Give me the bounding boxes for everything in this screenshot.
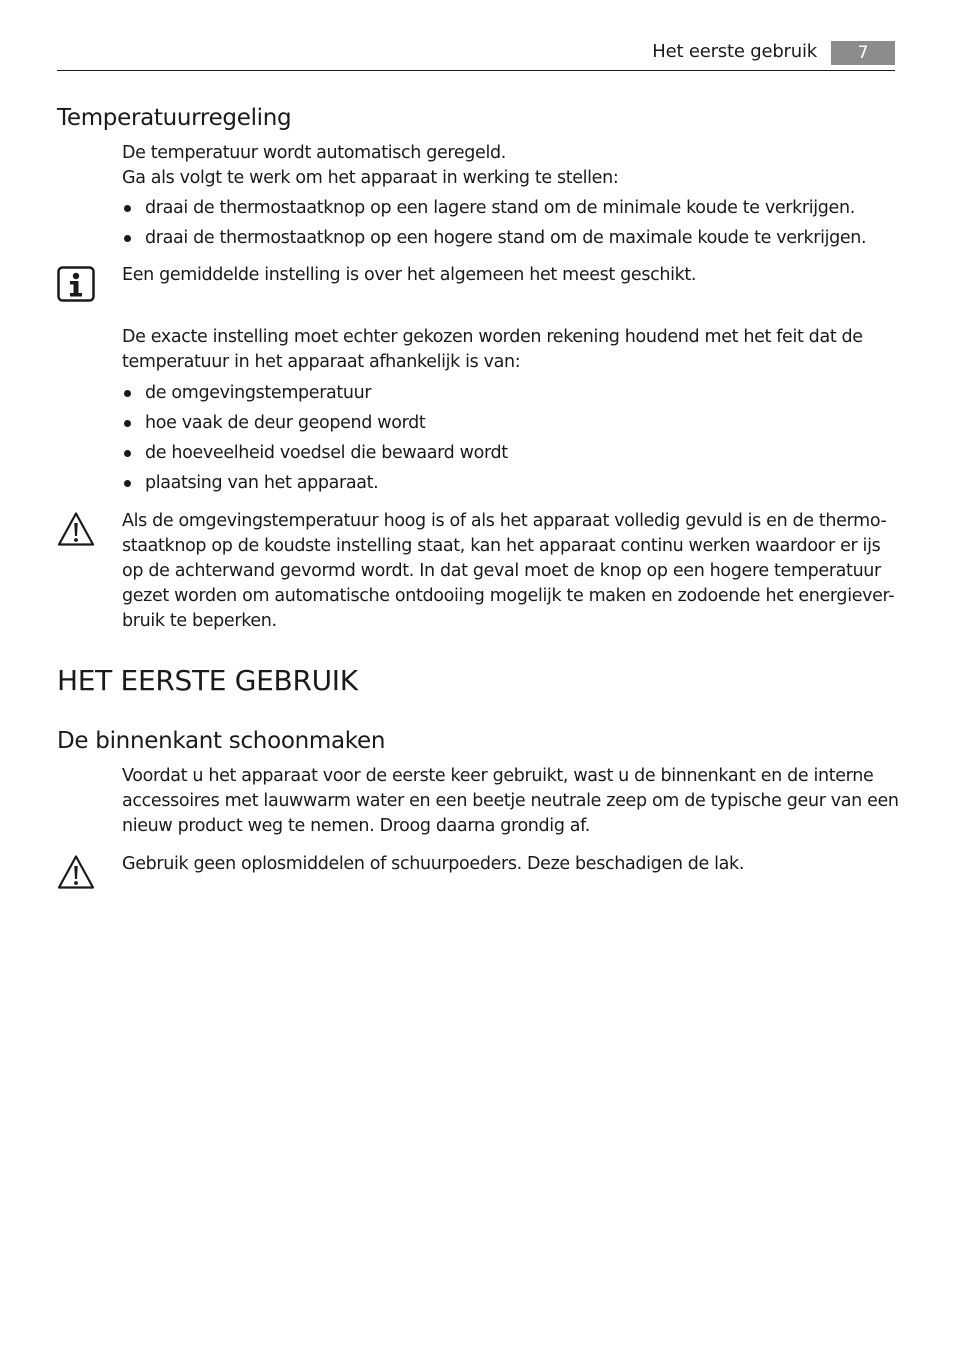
paragraph-line: temperatuur in het apparaat afhankelijk is van: xyxy=(122,352,521,372)
warning-line: bruik te beperken. xyxy=(122,611,277,631)
bullet xyxy=(124,205,131,212)
exact-setting-paragraph xyxy=(122,325,902,375)
intro-line: De temperatuur wordt automatisch geregeld. xyxy=(122,143,506,163)
temperature-factors-list xyxy=(122,378,508,498)
warning-line: op de achterwand gevormd wordt. In dat geval moet de knop op een hogere temperatuur xyxy=(122,561,881,581)
list-item: draai de thermostaatknop op een lagere stand om de minimale koude te verkrijgen. xyxy=(122,193,866,223)
bullet xyxy=(124,420,131,427)
list-item: hoe vaak de deur geopend wordt xyxy=(122,408,508,438)
temperature-intro xyxy=(122,141,902,191)
paragraph-line: accessoires met lauwwarm water en een beetje neutrale zeep om de typische geur van een xyxy=(122,791,899,811)
paragraph-line: nieuw product weg te nemen. Droog daarna grondig af. xyxy=(122,816,590,836)
intro-line: Ga als volgt te werk om het apparaat in werking te stellen: xyxy=(122,168,619,188)
first-use-heading: HET EERSTE GEBRUIK xyxy=(57,664,358,697)
cleaning-warning: Gebruik geen oplosmiddelen of schuurpoeders. Deze beschadigen de lak. xyxy=(122,854,745,874)
bullet xyxy=(124,450,131,457)
warning-line: staatknop op de koudste instelling staat, kan het apparaat continu werken waardoor er ijs xyxy=(122,536,881,556)
bullet xyxy=(124,235,131,242)
list-item: draai de thermostaatknop op een hogere stand om de maximale koude te verkrijgen. xyxy=(122,223,866,253)
cleaning-subheading: De binnenkant schoonmaken xyxy=(57,728,386,754)
warning-line: gezet worden om automatische ontdooiing mogelijk te maken en zodoende het energiever- xyxy=(122,586,895,606)
header-rule xyxy=(57,70,895,71)
thermostat-steps-list xyxy=(122,193,866,253)
list-item: de omgevingstemperatuur xyxy=(122,378,508,408)
running-header-title: Het eerste gebruik xyxy=(652,41,817,62)
paragraph-line: De exacte instelling moet echter gekozen worden rekening houdend met het feit dat de xyxy=(122,327,863,347)
bullet xyxy=(124,480,131,487)
list-item: plaatsing van het apparaat. xyxy=(122,468,508,498)
info-icon xyxy=(57,266,95,302)
cleaning-paragraph xyxy=(122,764,902,839)
page-number: 7 xyxy=(831,41,895,65)
temperature-warning xyxy=(122,509,902,634)
warning-icon xyxy=(57,854,95,890)
bullet xyxy=(124,390,131,397)
temperature-heading: Temperatuurregeling xyxy=(57,105,292,131)
paragraph-line: Voordat u het apparaat voor de eerste keer gebruikt, wast u de binnenkant en de interne xyxy=(122,766,874,786)
info-note: Een gemiddelde instelling is over het algemeen het meest geschikt. xyxy=(122,265,697,285)
warning-icon xyxy=(57,511,95,547)
list-item: de hoeveelheid voedsel die bewaard wordt xyxy=(122,438,508,468)
warning-line: Als de omgevingstemperatuur hoog is of als het apparaat volledig gevuld is en de thermo- xyxy=(122,511,887,531)
